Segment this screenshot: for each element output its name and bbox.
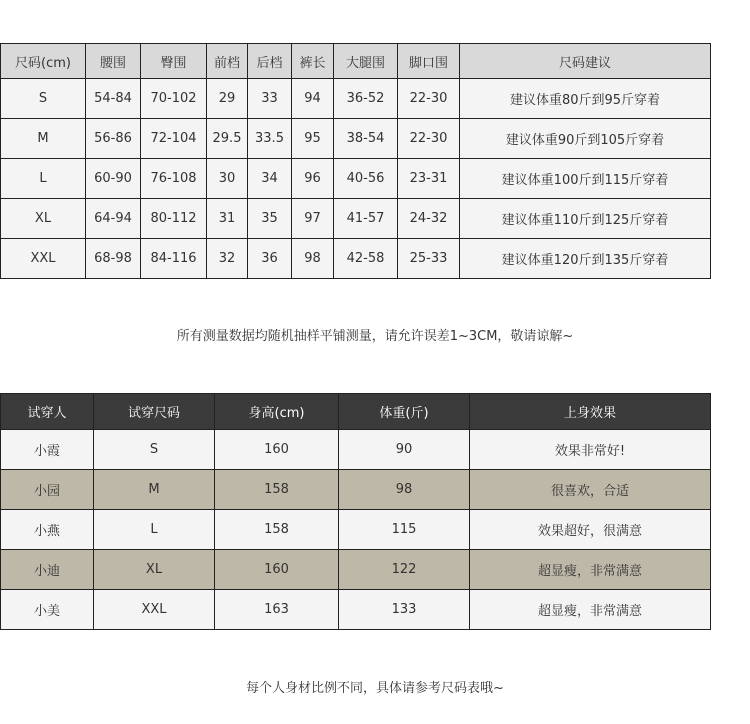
table-cell: 超显瘦，非常满意 [470, 590, 711, 630]
table-cell: L [94, 510, 215, 550]
table-cell: 97 [292, 199, 334, 239]
table-cell: 小美 [1, 590, 94, 630]
table-row [1, 550, 711, 590]
table-cell: 很喜欢，合适 [470, 470, 711, 510]
table-cell: 建议体重110斤到125斤穿着 [460, 199, 711, 239]
table-cell: 36-52 [334, 79, 398, 119]
table-cell: 35 [248, 199, 292, 239]
table-cell: 22-30 [398, 119, 460, 159]
header-front-rise: 前档 [207, 44, 248, 79]
table-cell: 建议体重120斤到135斤穿着 [460, 239, 711, 279]
table-cell: 95 [292, 119, 334, 159]
table-cell: 40-56 [334, 159, 398, 199]
table-cell: 36 [248, 239, 292, 279]
table-cell: 效果超好，很满意 [470, 510, 711, 550]
header-thigh: 大腿围 [334, 44, 398, 79]
table-cell: M [94, 470, 215, 510]
table-cell: 133 [339, 590, 470, 630]
table-row [1, 239, 711, 279]
header-weight: 体重(斤) [339, 394, 470, 430]
table-cell: 29.5 [207, 119, 248, 159]
table-cell: 32 [207, 239, 248, 279]
header-tester: 试穿人 [1, 394, 94, 430]
header-waist: 腰围 [86, 44, 141, 79]
table-cell: L [1, 159, 86, 199]
header-back-rise: 后档 [248, 44, 292, 79]
table-cell: 小迪 [1, 550, 94, 590]
table-cell: 22-30 [398, 79, 460, 119]
header-tryon-size: 试穿尺码 [94, 394, 215, 430]
table-cell: 54-84 [86, 79, 141, 119]
table-cell: 30 [207, 159, 248, 199]
table-cell: S [94, 430, 215, 470]
table-cell: 158 [215, 470, 339, 510]
table-cell: 29 [207, 79, 248, 119]
table-cell: 72-104 [141, 119, 207, 159]
body-proportion-note: 每个人身材比例不同，具体请参考尺码表哦~ [246, 681, 504, 696]
table-cell: 96 [292, 159, 334, 199]
measurement-note: 所有测量数据均随机抽样平铺测量，请允许误差1~3CM，敬请谅解~ [176, 329, 574, 344]
table-cell: 68-98 [86, 239, 141, 279]
table-cell: 56-86 [86, 119, 141, 159]
table-cell: 24-32 [398, 199, 460, 239]
table-cell: 90 [339, 430, 470, 470]
header-effect: 上身效果 [470, 394, 711, 430]
table-cell: 小霞 [1, 430, 94, 470]
table-cell: 效果非常好! [470, 430, 711, 470]
table-cell: 38-54 [334, 119, 398, 159]
table-cell: 23-31 [398, 159, 460, 199]
table-cell: 建议体重80斤到95斤穿着 [460, 79, 711, 119]
table-row [1, 79, 711, 119]
table-cell: 64-94 [86, 199, 141, 239]
table-cell: 160 [215, 430, 339, 470]
table-cell: 小园 [1, 470, 94, 510]
table-cell: M [1, 119, 86, 159]
table-row [1, 470, 711, 510]
table-cell: 84-116 [141, 239, 207, 279]
table-cell: 超显瘦，非常满意 [470, 550, 711, 590]
size-chart-header-row [1, 44, 711, 79]
table-cell: 建议体重100斤到115斤穿着 [460, 159, 711, 199]
table-row [1, 199, 711, 239]
table-cell: 158 [215, 510, 339, 550]
table-row [1, 510, 711, 550]
table-cell: 76-108 [141, 159, 207, 199]
table-row [1, 119, 711, 159]
table-cell: 98 [339, 470, 470, 510]
tryon-chart-table [0, 393, 711, 630]
table-cell: 42-58 [334, 239, 398, 279]
table-cell: 60-90 [86, 159, 141, 199]
header-height: 身高(cm) [215, 394, 339, 430]
table-row [1, 430, 711, 470]
table-cell: 31 [207, 199, 248, 239]
table-cell: XXL [1, 239, 86, 279]
table-cell: 34 [248, 159, 292, 199]
table-cell: XL [1, 199, 86, 239]
table-cell: 41-57 [334, 199, 398, 239]
size-chart-table [0, 43, 711, 279]
header-size-advice: 尺码建议 [460, 44, 711, 79]
table-cell: 115 [339, 510, 470, 550]
table-cell: 70-102 [141, 79, 207, 119]
table-cell: 163 [215, 590, 339, 630]
table-cell: 98 [292, 239, 334, 279]
table-cell: 建议体重90斤到105斤穿着 [460, 119, 711, 159]
table-cell: S [1, 79, 86, 119]
table-cell: 33 [248, 79, 292, 119]
table-cell: XXL [94, 590, 215, 630]
table-row [1, 159, 711, 199]
table-cell: 94 [292, 79, 334, 119]
table-cell: 160 [215, 550, 339, 590]
header-hip: 臀围 [141, 44, 207, 79]
header-size: 尺码(cm) [1, 44, 86, 79]
table-cell: 80-112 [141, 199, 207, 239]
header-length: 裤长 [292, 44, 334, 79]
table-cell: 122 [339, 550, 470, 590]
table-cell: 33.5 [248, 119, 292, 159]
table-cell: 小燕 [1, 510, 94, 550]
table-cell: XL [94, 550, 215, 590]
header-leg-opening: 脚口围 [398, 44, 460, 79]
tryon-chart-header-row [1, 394, 711, 430]
table-cell: 25-33 [398, 239, 460, 279]
table-row [1, 590, 711, 630]
